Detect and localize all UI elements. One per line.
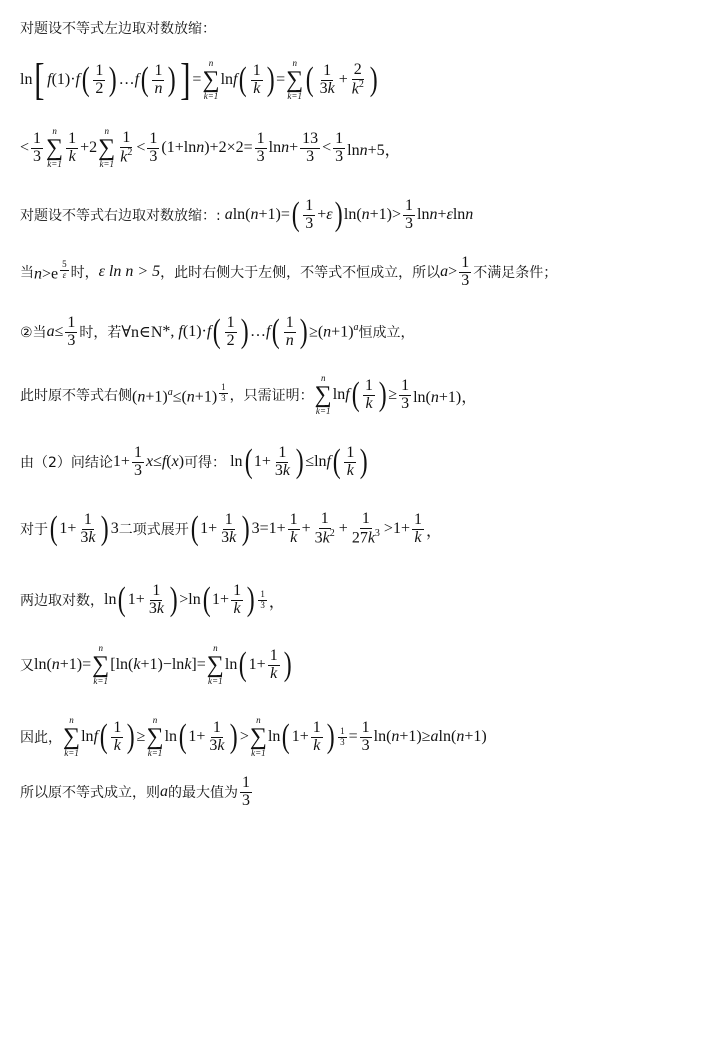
- formula-line-10: 两边取对数， ln ( 1+ $\frac{1}{3k}$ ) >ln ( 1+ $\frac{1}{k}$ ) $\frac{1}{3}$ ，: [20, 581, 285, 618]
- formula-line-11: 又 ln(n+1)= n ∑ k=1 [ln(k+1)−lnk]= n ∑ k=1 ln ( 1+ $\frac{1}{k}$ ): [20, 643, 292, 686]
- formula-line-9: 对于 ( 1+ $\frac{1}{3k}$ ) 3 二项式展开 ( 1+ $\frac{1}{3k}$ ) 3 =1+ $\frac{1}{k}$ + $\frac{1}{3k^2}$ + $\frac{1}{27k^3}$ >1+ $\frac{1}{k}$ ，: [20, 510, 442, 547]
- text-line-1: [20, 18, 716, 38]
- formula-line-8: 由（2）问结论 1+ $\frac{1}{3}$ x≤f(x) 可得： ln ( 1+ $\frac{1}{3k}$ ) ≤lnf ( $\frac{1}{k}$ ): [20, 443, 368, 480]
- formula-line-6: ②当 a≤ $\frac{1}{3}$ 时，若 ∀n∈N * , f(1)·f ( $\frac{1}{2}$ ) …f ( $\frac{1}{n}$ ) $\ge(n+1)^a$ 恒成立，: [20, 313, 415, 350]
- formula-line-4: 对题设不等式右边取对数放缩：: aln(n+1)= ( $\frac{1}{3}$ +ε ) ln(n+1)> $\frac{1}{3}$ lnn+εlnn: [20, 196, 474, 233]
- formula-line-7: 此时原不等式右侧 $(n+1)^a\le(n+1)$ $^{\frac{1}{3}}$ ，只需证明： n ∑ k=1 lnf ( $\frac{1}{k}$ ) ≥ $\frac{1}{3}$ ln(n+1)，: [20, 373, 478, 416]
- formula-line-13: 所以原不等式成立，则 a 的最大值为 $\frac{1}{3}$: [20, 773, 250, 809]
- heading-text: 对题设不等式左边取对数放缩：: [20, 21, 216, 37]
- formula-line-12: 因此， n ∑ k=1 lnf ( $\frac{1}{k}$ ) ≥ n ∑ k=1 ln ( 1+ $\frac{1}{3k}$ ) > n ∑ k=1 ln ( 1+ $\frac{1}{k}$ ) $\frac{1}{3}$ = $\frac{1}{3}$ ln(n+1)≥aln(n+1): [20, 715, 487, 758]
- formula-line-5: 当 n>e $^{\frac{5}{\varepsilon}}$ 时， ε ln n > 5 ，此时右侧大于左侧，不等式不恒成立，所以 a> $\frac{1}{3}$ 不满足条件；: [20, 253, 558, 289]
- formula-line-3: < $\frac{1}{3}$ n ∑ k=1 $\frac{1}{k}$ +2 n ∑ k=1 $\frac{1}{k^2}$ < $\frac{1}{3}$ (1+lnn)+2×2= $\frac{1}{3}$ lnn+ $\frac{13}{3}$ < $\frac{1}{3}$ lnn+5，: [20, 126, 401, 169]
- formula-line-2: ln [ f (1)· f ( $\frac{1}{2}$ ) … f ( $\frac{1}{n}$ ) ] = n ∑ k=1 lnf ( $\frac{1}{k}$ ) = n ∑ k=1 ( $\frac{1}{3k}$ + $\frac{2}{k^2}$ ): [20, 55, 378, 104]
